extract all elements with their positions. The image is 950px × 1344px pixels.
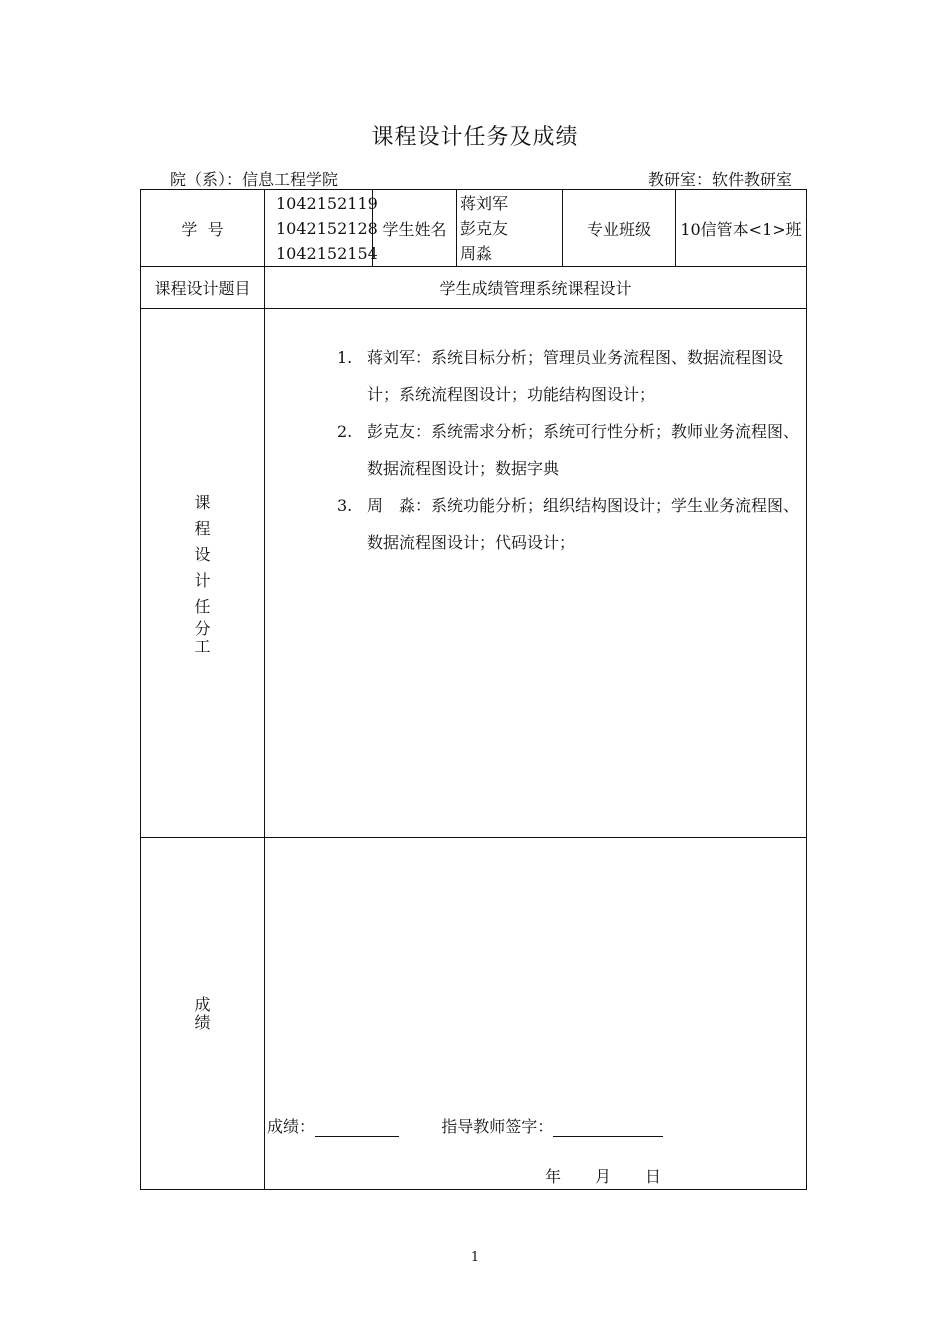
student-info-row <box>141 190 807 267</box>
office-line <box>648 167 792 190</box>
department-label: 院（系）： <box>170 170 243 189</box>
student-id: 1042152128 <box>276 218 378 238</box>
task-number: 3. <box>337 496 353 515</box>
grade-label <box>141 838 265 1190</box>
date-month: 月 <box>595 1167 612 1186</box>
student-id: 1042152119 <box>276 193 378 213</box>
student-name-label: 学生姓名 <box>373 190 457 267</box>
grade-blank[interactable] <box>315 1118 399 1137</box>
tasks-label-char: 课 <box>194 493 211 512</box>
class-value: 10信管本<1>班 <box>676 190 807 267</box>
student-name: 彭克友 <box>460 218 509 238</box>
tasks-row <box>141 309 807 838</box>
tasks-label <box>141 309 265 838</box>
date-year: 年 <box>545 1167 562 1186</box>
office-label: 教研室： <box>648 170 713 189</box>
tasks-label-char: 任 <box>194 597 211 616</box>
tasks-label-char: 设 <box>194 545 211 564</box>
task-text: 彭克友：系统需求分析；系统可行性分析；教师业务流程图、数据流程图设计；数据字典 <box>367 422 800 478</box>
tasks-label-char: 分 <box>194 619 211 638</box>
task-item <box>337 487 807 561</box>
topic-label: 课程设计题目 <box>141 267 265 309</box>
date-line <box>545 1164 661 1187</box>
advisor-sign-blank[interactable] <box>553 1118 663 1137</box>
course-design-form <box>140 189 807 1190</box>
page-number: 1 <box>470 1250 480 1265</box>
topic-row <box>141 267 807 309</box>
student-id: 1042152154 <box>276 243 378 263</box>
class-label: 专业班级 <box>563 190 676 267</box>
student-id-label: 学 号 <box>141 190 265 267</box>
task-item <box>337 413 807 487</box>
grade-field-label: 成绩： <box>267 1117 316 1136</box>
tasks-label-char: 工 <box>194 637 211 656</box>
tasks-content <box>265 309 807 838</box>
grade-label-char: 成 <box>194 994 211 1014</box>
tasks-label-char: 计 <box>194 571 211 590</box>
department-value: 信息工程学院 <box>242 170 339 189</box>
task-item <box>337 339 807 413</box>
task-number: 1. <box>337 348 353 367</box>
student-name: 蒋刘军 <box>460 193 509 213</box>
task-number: 2. <box>337 422 353 441</box>
department-line <box>170 167 338 190</box>
task-list <box>337 339 807 561</box>
student-id-list <box>265 190 378 267</box>
office-value: 软件教研室 <box>712 170 793 189</box>
grade-label-char: 绩 <box>194 1012 211 1032</box>
grade-row <box>141 838 807 1190</box>
task-text: 蒋刘军：系统目标分析；管理员业务流程图、数据流程图设计；系统流程图设计；功能结构图设计； <box>367 348 784 404</box>
task-text: 周 淼：系统功能分析；组织结构图设计；学生业务流程图、数据流程图设计；代码设计； <box>367 496 800 552</box>
date-day: 日 <box>645 1167 662 1186</box>
page-title: 课程设计任务及成绩 <box>371 125 579 150</box>
student-name: 周淼 <box>460 243 493 263</box>
student-name-list <box>457 190 563 267</box>
advisor-sign-label: 指导教师签字： <box>441 1117 554 1136</box>
topic-value: 学生成绩管理系统课程设计 <box>265 267 807 309</box>
tasks-label-char: 程 <box>194 519 211 538</box>
grade-content <box>265 838 807 1190</box>
grade-signature-line <box>267 1114 663 1137</box>
